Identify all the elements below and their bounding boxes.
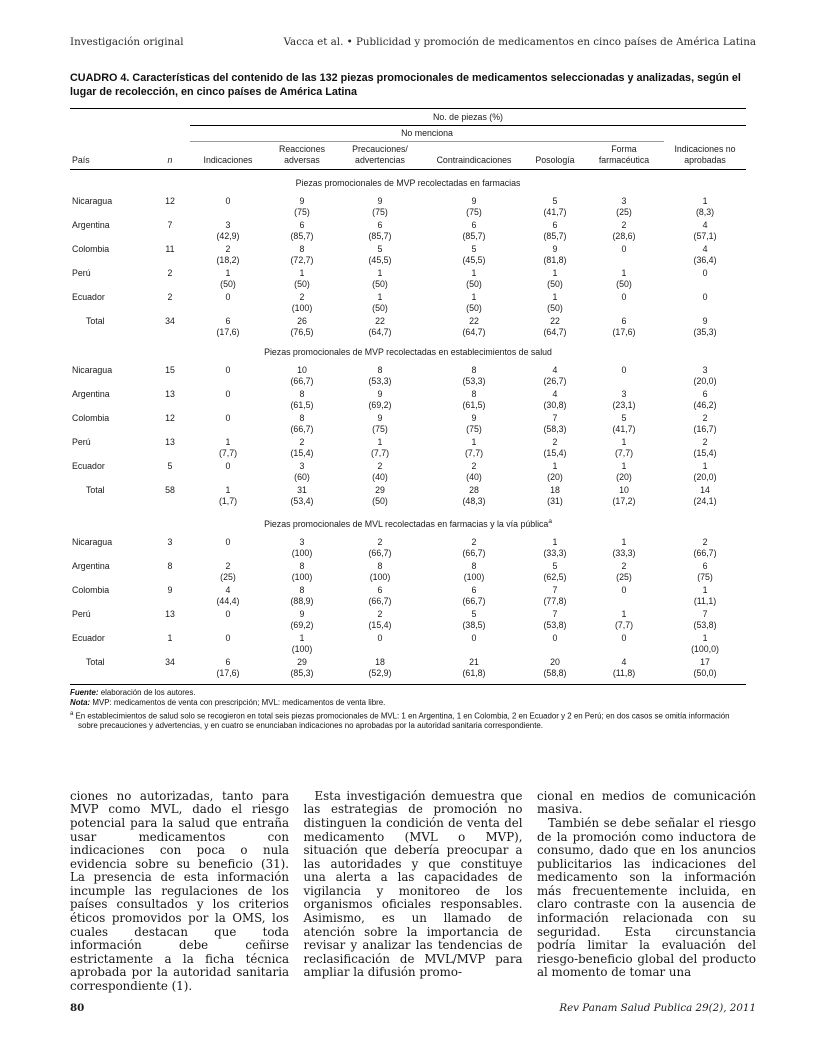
- value-cell: 1 (50): [372, 268, 388, 289]
- value-cell: 5 (62,5): [543, 560, 567, 582]
- value-cell: 0: [621, 292, 627, 302]
- n-cell: 2: [167, 292, 173, 302]
- value-cell: 5 (38,5): [462, 608, 486, 630]
- value-cell: 1 (100): [291, 632, 313, 654]
- value-cell: 3 (100): [291, 536, 313, 558]
- footnote-a-text: En establecimientos de salud solo se recogieron en total seis piezas promocionales de MVL: 1 en Argentina, 1 en Colombia, 2 en Ecuador y 2 en Perú; en dos casos se omitía información sobre precauciones y advertencias, y en cuatro se enunciaban indicaciones no aprobadas por la autoridad sanitaria correspondiente.: [75, 711, 730, 731]
- n-cell: 3: [167, 536, 173, 547]
- value-cell: 22 (64,7): [543, 316, 567, 337]
- value-cell: 5 (45,5): [368, 244, 392, 265]
- n-cell: 1: [167, 632, 173, 643]
- table-row: [70, 243, 746, 267]
- table-row: [70, 219, 746, 243]
- country-cell: Colombia: [72, 244, 110, 254]
- n-cell: 11: [165, 244, 175, 254]
- value-cell: 0: [225, 389, 231, 399]
- country-cell: Perú: [72, 437, 91, 447]
- value-cell: 1 (50): [466, 292, 482, 313]
- value-cell: 9 (35,3): [693, 316, 717, 337]
- value-cell: 6 (85,7): [290, 220, 314, 241]
- value-cell: 4 (36,4): [693, 244, 717, 265]
- value-cell: 6 (85,7): [368, 220, 392, 241]
- page-number: 80: [70, 1002, 85, 1014]
- footnote-fuente: [70, 688, 746, 698]
- n-cell: 13: [165, 608, 175, 619]
- value-cell: 1 (20,0): [693, 461, 717, 482]
- value-cell: 0: [225, 292, 231, 302]
- value-cell: 14 (24,1): [693, 485, 717, 506]
- value-cell: 29 (50): [372, 485, 388, 506]
- body-columns: [70, 790, 756, 994]
- nota-label: Nota:: [70, 698, 91, 708]
- value-cell: 1 (50): [547, 292, 563, 313]
- table-total-row: [70, 656, 746, 685]
- table-row: [70, 584, 746, 608]
- country-cell: Colombia: [72, 584, 110, 595]
- country-cell: Nicaragua: [72, 365, 113, 375]
- value-cell: 28 (48,3): [462, 485, 486, 506]
- n-cell: 13: [165, 389, 175, 399]
- value-cell: 9 (69,2): [368, 389, 392, 410]
- value-cell: 7 (53,8): [693, 608, 717, 630]
- value-cell: 3 (25): [616, 196, 632, 217]
- column-header-posologia: Posología: [526, 142, 584, 170]
- value-cell: 8 (88,9): [290, 584, 314, 606]
- value-cell: 0: [225, 196, 231, 206]
- table-row: [70, 291, 746, 315]
- value-cell: 4 (44,4): [216, 584, 240, 606]
- value-cell: 22 (64,7): [462, 316, 486, 337]
- value-cell: 9 (75): [372, 413, 388, 434]
- table-section-heading: Piezas promocionales de MVP recolectadas en farmacias: [295, 178, 521, 188]
- table-section-row: [70, 339, 746, 364]
- value-cell: 1 (50): [547, 268, 563, 289]
- n-cell: 34: [165, 316, 175, 326]
- table-title: [70, 72, 746, 99]
- n-cell: 2: [167, 268, 173, 278]
- value-cell: 4 (57,1): [693, 220, 717, 241]
- value-cell: 1 (100,0): [691, 632, 719, 654]
- value-cell: 10 (17,2): [612, 485, 636, 506]
- value-cell: 7 (58,3): [543, 413, 567, 434]
- body-column: [70, 790, 289, 994]
- value-cell: 0: [621, 632, 627, 643]
- value-cell: 9 (75): [466, 196, 482, 217]
- n-cell: 7: [167, 220, 173, 230]
- value-cell: 5 (41,7): [543, 196, 567, 217]
- table-header: [70, 109, 746, 170]
- n-cell: 34: [165, 656, 175, 667]
- value-cell: 0: [225, 632, 231, 643]
- value-cell: 6 (17,6): [612, 316, 636, 337]
- value-cell: 26 (76,5): [290, 316, 314, 337]
- footnote-a: [70, 709, 746, 732]
- group-header-no-menciona: No menciona: [190, 126, 664, 142]
- value-cell: 1 (7,7): [370, 437, 390, 458]
- table-row: [70, 608, 746, 632]
- value-cell: 6 (17,6): [216, 316, 240, 337]
- table-section-row: [70, 508, 746, 536]
- value-cell: 18 (31): [547, 485, 563, 506]
- value-cell: 9 (75): [372, 196, 388, 217]
- body-paragraph: ciones no autorizadas, tanto para MVP como MVL, dado el riesgo potencial para la salud que entraña usar medicamentos con indicaciones con poca o nula evidencia sobre su beneficio (31). La presencia de esta información incumple las regulaciones de los países consultados y los criterios éticos promovidos por la OMS, los cuales destacan que toda información debe ceñirse estrictamente a la ficha técnica aprobada por la autoridad sanitaria correspondiente (1).: [70, 788, 289, 994]
- value-cell: 21 (61,8): [462, 656, 486, 678]
- page-footer: [70, 1002, 756, 1014]
- body-paragraph: cional en medios de comunicación masiva.: [537, 788, 756, 817]
- value-cell: 2 (18,2): [216, 244, 240, 265]
- value-cell: 0: [621, 365, 627, 375]
- value-cell: 2 (25): [616, 560, 632, 582]
- value-cell: 9 (69,2): [290, 608, 314, 630]
- value-cell: 1 (50): [466, 268, 482, 289]
- country-cell: Ecuador: [72, 461, 105, 471]
- value-cell: 5 (41,7): [612, 413, 636, 434]
- n-cell: 8: [167, 560, 173, 571]
- value-cell: 1 (7,7): [218, 437, 238, 458]
- value-cell: 0: [225, 536, 231, 547]
- country-cell: Colombia: [72, 413, 110, 423]
- table-section-row: [70, 170, 746, 196]
- value-cell: 2 (40): [466, 461, 482, 482]
- value-cell: 2 (15,4): [543, 437, 567, 458]
- value-cell: 2 (100): [291, 292, 313, 313]
- country-cell: Total: [86, 485, 105, 495]
- value-cell: 1 (7,7): [614, 608, 634, 630]
- value-cell: 8 (72,7): [290, 244, 314, 265]
- table-number-label: CUADRO 4.: [70, 72, 130, 84]
- table-total-row: [70, 315, 746, 339]
- value-cell: 1 (20): [616, 461, 632, 482]
- value-cell: 7 (53,8): [543, 608, 567, 630]
- table-body: [70, 170, 746, 685]
- column-header-indicaciones: Indicaciones: [190, 142, 266, 170]
- value-cell: 8 (66,7): [290, 413, 314, 434]
- value-cell: 3 (20,0): [693, 365, 717, 386]
- journal-citation: Rev Panam Salud Publica 29(2), 2011: [559, 1002, 756, 1014]
- value-cell: 7 (77,8): [543, 584, 567, 606]
- value-cell: 2 (66,7): [693, 536, 717, 558]
- country-cell: Argentina: [72, 220, 110, 230]
- country-cell: Argentina: [72, 560, 110, 571]
- value-cell: 4 (30,8): [543, 389, 567, 410]
- value-cell: 1 (8,3): [695, 196, 715, 217]
- table-footnotes: [70, 688, 746, 732]
- value-cell: 2 (15,4): [693, 437, 717, 458]
- country-cell: Argentina: [72, 389, 110, 399]
- value-cell: 2 (66,7): [462, 536, 486, 558]
- value-cell: 4 (26,7): [543, 365, 567, 386]
- value-cell: 0: [471, 632, 477, 643]
- column-header-contraindicaciones: Contraindicaciones: [422, 142, 526, 170]
- value-cell: 1 (7,7): [464, 437, 484, 458]
- value-cell: 0: [225, 461, 231, 471]
- value-cell: 4 (11,8): [612, 656, 636, 678]
- value-cell: 2 (28,6): [612, 220, 636, 241]
- value-cell: 9 (75): [294, 196, 310, 217]
- value-cell: 0: [552, 632, 558, 643]
- value-cell: 20 (58,8): [543, 656, 567, 678]
- table-section-heading: Piezas promocionales de MVP recolectadas en establecimientos de salud: [264, 347, 552, 357]
- body-column: [537, 790, 756, 994]
- table-row: [70, 536, 746, 560]
- value-cell: 8 (61,5): [462, 389, 486, 410]
- value-cell: 0: [621, 584, 627, 595]
- value-cell: 1 (50): [372, 292, 388, 313]
- value-cell: 5 (45,5): [462, 244, 486, 265]
- country-cell: Perú: [72, 608, 91, 619]
- value-cell: 8 (53,3): [462, 365, 486, 386]
- body-paragraph: Esta investigación demuestra que las estrategias de promoción no distinguen la condición de venta del medicamento (MVL o MVP), situación que debería preocupar a las autoridades y que constituye una alerta a las capacidades de vigilancia y monitoreo de los organismos oficiales responsables. Asimismo, es un llamado de atención sobre la importancia de revisar y analizar las tendencias de reclasificación de MVL/MVP para ampliar la difusión promo-: [303, 788, 523, 980]
- table-row: [70, 388, 746, 412]
- table-row: [70, 364, 746, 388]
- running-head-section: Investigación original: [70, 36, 184, 48]
- n-cell: 12: [165, 196, 175, 206]
- value-cell: 10 (66,7): [290, 365, 314, 386]
- value-cell: 2 (66,7): [368, 536, 392, 558]
- nota-text: MVP: medicamentos de venta con prescripción; MVL: medicamentos de venta libre.: [92, 698, 386, 708]
- table-total-row: [70, 484, 746, 508]
- table-row: [70, 632, 746, 656]
- value-cell: 0: [225, 365, 231, 375]
- fuente-label: Fuente:: [70, 687, 99, 697]
- n-cell: 15: [165, 365, 175, 375]
- value-cell: 0: [377, 632, 383, 643]
- group-header-piezas: No. de piezas (%): [190, 109, 746, 126]
- country-cell: Ecuador: [72, 632, 105, 643]
- n-cell: 12: [165, 413, 175, 423]
- value-cell: 6 (66,7): [462, 584, 486, 606]
- table-title-text: Características del contenido de las 132 piezas promocionales de medicamentos seleccionadas y analizadas, según el lugar de recolección, en cinco países de América Latina: [70, 72, 741, 98]
- value-cell: 31 (53,4): [290, 485, 314, 506]
- value-cell: 2 (15,4): [368, 608, 392, 630]
- fuente-text: elaboración de los autores.: [100, 687, 196, 697]
- value-cell: 1 (11,1): [693, 584, 717, 606]
- value-cell: 0: [225, 608, 231, 619]
- country-cell: Total: [86, 656, 105, 667]
- value-cell: 17 (50,0): [693, 656, 717, 678]
- value-cell: 1 (7,7): [614, 437, 634, 458]
- value-cell: 3 (42,9): [216, 220, 240, 241]
- value-cell: 8 (61,5): [290, 389, 314, 410]
- n-label: n: [167, 155, 173, 165]
- value-cell: 8 (53,3): [368, 365, 392, 386]
- value-cell: 0: [225, 413, 231, 423]
- body-column: [304, 790, 523, 994]
- country-cell: Ecuador: [72, 292, 105, 302]
- table-row: [70, 460, 746, 484]
- n-cell: 9: [167, 584, 173, 595]
- value-cell: 9 (75): [466, 413, 482, 434]
- value-cell: 1 (50): [220, 268, 236, 289]
- value-cell: 0: [702, 292, 708, 302]
- table-row: [70, 267, 746, 291]
- table-row: [70, 412, 746, 436]
- column-header-no-aprobadas: Indicaciones no aprobadas: [664, 142, 746, 170]
- n-cell: 5: [167, 461, 173, 471]
- table-row: [70, 560, 746, 584]
- value-cell: 1 (1,7): [218, 485, 238, 506]
- n-cell: 13: [165, 437, 175, 447]
- running-head-citation: Vacca et al. • Publicidad y promoción de medicamentos en cinco países de América Latina: [283, 36, 756, 48]
- value-cell: 6 (85,7): [462, 220, 486, 241]
- value-cell: 1 (20): [547, 461, 563, 482]
- value-cell: 6 (85,7): [543, 220, 567, 241]
- column-header-n: [150, 109, 190, 170]
- value-cell: 0: [621, 244, 627, 254]
- value-cell: 8 (100): [463, 560, 485, 582]
- country-cell: Total: [86, 316, 105, 326]
- body-paragraph: También se debe señalar el riesgo de la promoción como inductora de consumo, dado que en los anuncios publicitarios las indicaciones del medicamento son la información más frecuentemente incluida, en claro contraste con la ausencia de información relacionada con su seguridad. Esta circunstancia podría limitar la evaluación del riesgo-beneficio global del producto al momento de tomar una: [537, 815, 756, 980]
- country-cell: Nicaragua: [72, 536, 113, 547]
- value-cell: 3 (23,1): [612, 389, 636, 410]
- column-header-forma: Forma farmacéutica: [584, 142, 664, 170]
- value-cell: 18 (52,9): [368, 656, 392, 678]
- value-cell: 9 (81,8): [543, 244, 567, 265]
- column-header-pais: País: [70, 109, 150, 170]
- value-cell: 2 (16,7): [693, 413, 717, 434]
- value-cell: 29 (85,3): [290, 656, 314, 678]
- column-header-reacciones: Reacciones adversas: [266, 142, 338, 170]
- value-cell: 3 (60): [294, 461, 310, 482]
- value-cell: 22 (64,7): [368, 316, 392, 337]
- value-cell: 6 (46,2): [693, 389, 717, 410]
- value-cell: 1 (50): [294, 268, 310, 289]
- value-cell: 2 (15,4): [290, 437, 314, 458]
- value-cell: 1 (50): [616, 268, 632, 289]
- value-cell: 6 (75): [697, 560, 713, 582]
- country-cell: Nicaragua: [72, 196, 113, 206]
- column-header-precauciones: Precauciones/ advertencias: [338, 142, 422, 170]
- value-cell: 0: [702, 268, 708, 278]
- value-cell: 8 (100): [291, 560, 313, 582]
- table-row: [70, 436, 746, 460]
- n-cell: 58: [165, 485, 175, 495]
- cuadro-table: [70, 108, 746, 685]
- table-row: [70, 195, 746, 219]
- footnote-nota: [70, 698, 746, 708]
- group-header-spacer: [664, 126, 746, 142]
- value-cell: 8 (100): [369, 560, 391, 582]
- value-cell: 1 (33,3): [543, 536, 567, 558]
- value-cell: 2 (40): [372, 461, 388, 482]
- value-cell: 1 (33,3): [612, 536, 636, 558]
- country-cell: Perú: [72, 268, 91, 278]
- footnote-a-marker: a: [70, 710, 74, 717]
- value-cell: 6 (17,6): [216, 656, 240, 678]
- page-content: [70, 72, 760, 994]
- table-section-heading: Piezas promocionales de MVL recolectadas en farmacias y la vía pública$^a$: [264, 518, 552, 529]
- value-cell: 6 (66,7): [368, 584, 392, 606]
- value-cell: 2 (25): [220, 560, 236, 582]
- running-head: [70, 36, 756, 48]
